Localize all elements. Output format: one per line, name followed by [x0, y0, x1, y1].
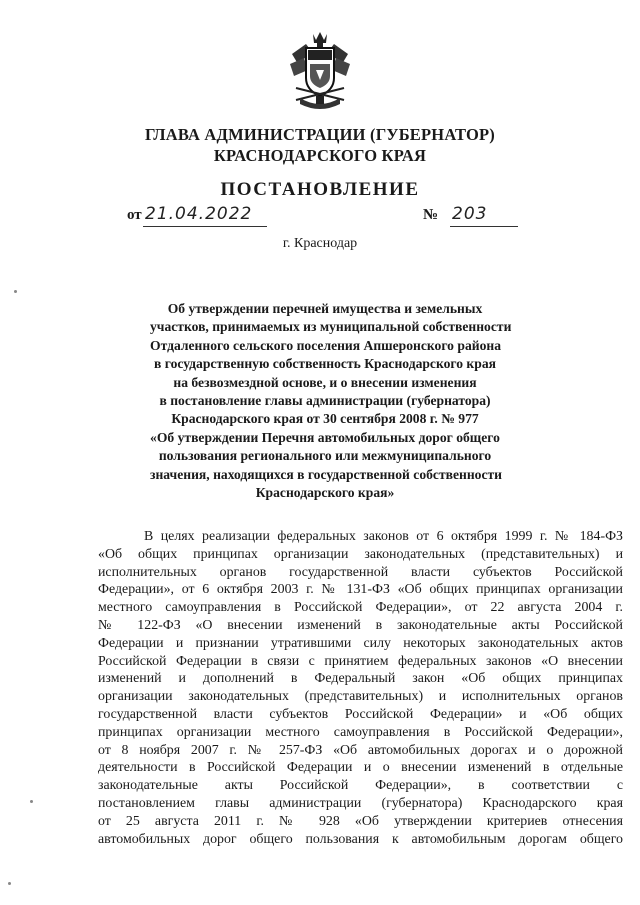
subject-line: в государственную собственность Краснодарского края [154, 356, 496, 372]
scan-speck [14, 290, 17, 293]
scan-speck [8, 882, 11, 885]
subject-block [150, 300, 512, 502]
body-line: Федерации и признании утратившими силу некоторых законодательных актов [98, 635, 623, 651]
body-line: организации законодательных (представительных) и исполнительных органов [98, 689, 623, 705]
body-line: Российской Федерации в связи с принятием федеральных законов «О внесении [98, 653, 623, 669]
handwritten-date: 21.04.2022 [145, 204, 253, 224]
subject-line: значения, находящихся в государственной собственности [150, 466, 503, 482]
subject-line: Краснодарского края от 30 сентября 2008 г. № 977 [171, 411, 479, 427]
subject-line: Краснодарского края» [255, 485, 395, 501]
body-paragraph [98, 528, 623, 848]
subject-line: Об утверждении перечней имущества и земельных [167, 301, 483, 316]
body-line: исполнительных органов государственной власти субъектов Российской [98, 564, 623, 580]
body-line: № 122-ФЗ «О внесении изменений в законодательные акты Российской [98, 617, 623, 633]
body-line: законодательные акты Российской Федерации», в соответствии с [98, 778, 623, 794]
krasnodar-coat-of-arms-icon [286, 30, 354, 112]
document-type: ПОСТАНОВЛЕНИЕ [220, 179, 420, 200]
body-line: автомобильных дорог общего пользования к автомобильным дорогам общего [98, 831, 623, 847]
body-line: местного самоуправления в Российской Федерации», от 22 августа 2004 г. [98, 600, 623, 616]
authority-title: ГЛАВА АДМИНИСТРАЦИИ (ГУБЕРНАТОР) [145, 125, 495, 144]
body-line: Федерации», от 6 октября 2003 г. № 131-ФЗ «Об общих принципах организации [98, 582, 623, 598]
subject-line: «Об утверждении Перечня автомобильных дорог общего [150, 429, 500, 445]
body-line: от 8 ноября 2007 г. № 257-ФЗ «Об автомобильных дорогах и о дорожной [98, 742, 623, 758]
subject-line: в постановление главы администрации (губернатора) [159, 393, 491, 409]
subject-line: пользования регионального или межмуниципального [158, 448, 492, 464]
body-line: изменений и дополнений в Федеральный закон «Об общих принципах [98, 671, 623, 687]
city: г. Краснодар [282, 236, 358, 251]
body-line: принципах организации местного самоуправления в Российской Федерации», [98, 724, 623, 740]
scan-speck [30, 800, 33, 803]
number-label: № [423, 207, 439, 223]
body-line: деятельности в Российской Федерации и о внесении изменений в отдельные [98, 760, 623, 776]
body-line: постановлением главы администрации (губернатора) Краснодарского края [98, 795, 623, 811]
handwritten-number: 203 [452, 204, 488, 224]
date-underline [143, 226, 267, 227]
date-label: от [127, 207, 142, 223]
body-line: «Об общих принципах организации законодательных (представительных) и [98, 546, 623, 562]
subject-line: Отдаленного сельского поселения Апшеронского района [150, 337, 501, 353]
body-line: от 25 августа 2011 г. № 928 «Об утверждении критериев отнесения [98, 813, 623, 829]
authority-region: КРАСНОДАРСКОГО КРАЯ [213, 146, 427, 165]
number-underline [450, 226, 518, 227]
body-line: В целях реализации федеральных законов от 6 октября 1999 г. № 184-ФЗ [144, 529, 623, 544]
subject-line: участков, принимаемых из муниципальной собственности [150, 319, 512, 335]
subject-line: на безвозмездной основе, и о внесении изменения [173, 374, 477, 390]
body-line: государственной власти субъектов Российской Федерации» и «Об общих [98, 706, 623, 722]
